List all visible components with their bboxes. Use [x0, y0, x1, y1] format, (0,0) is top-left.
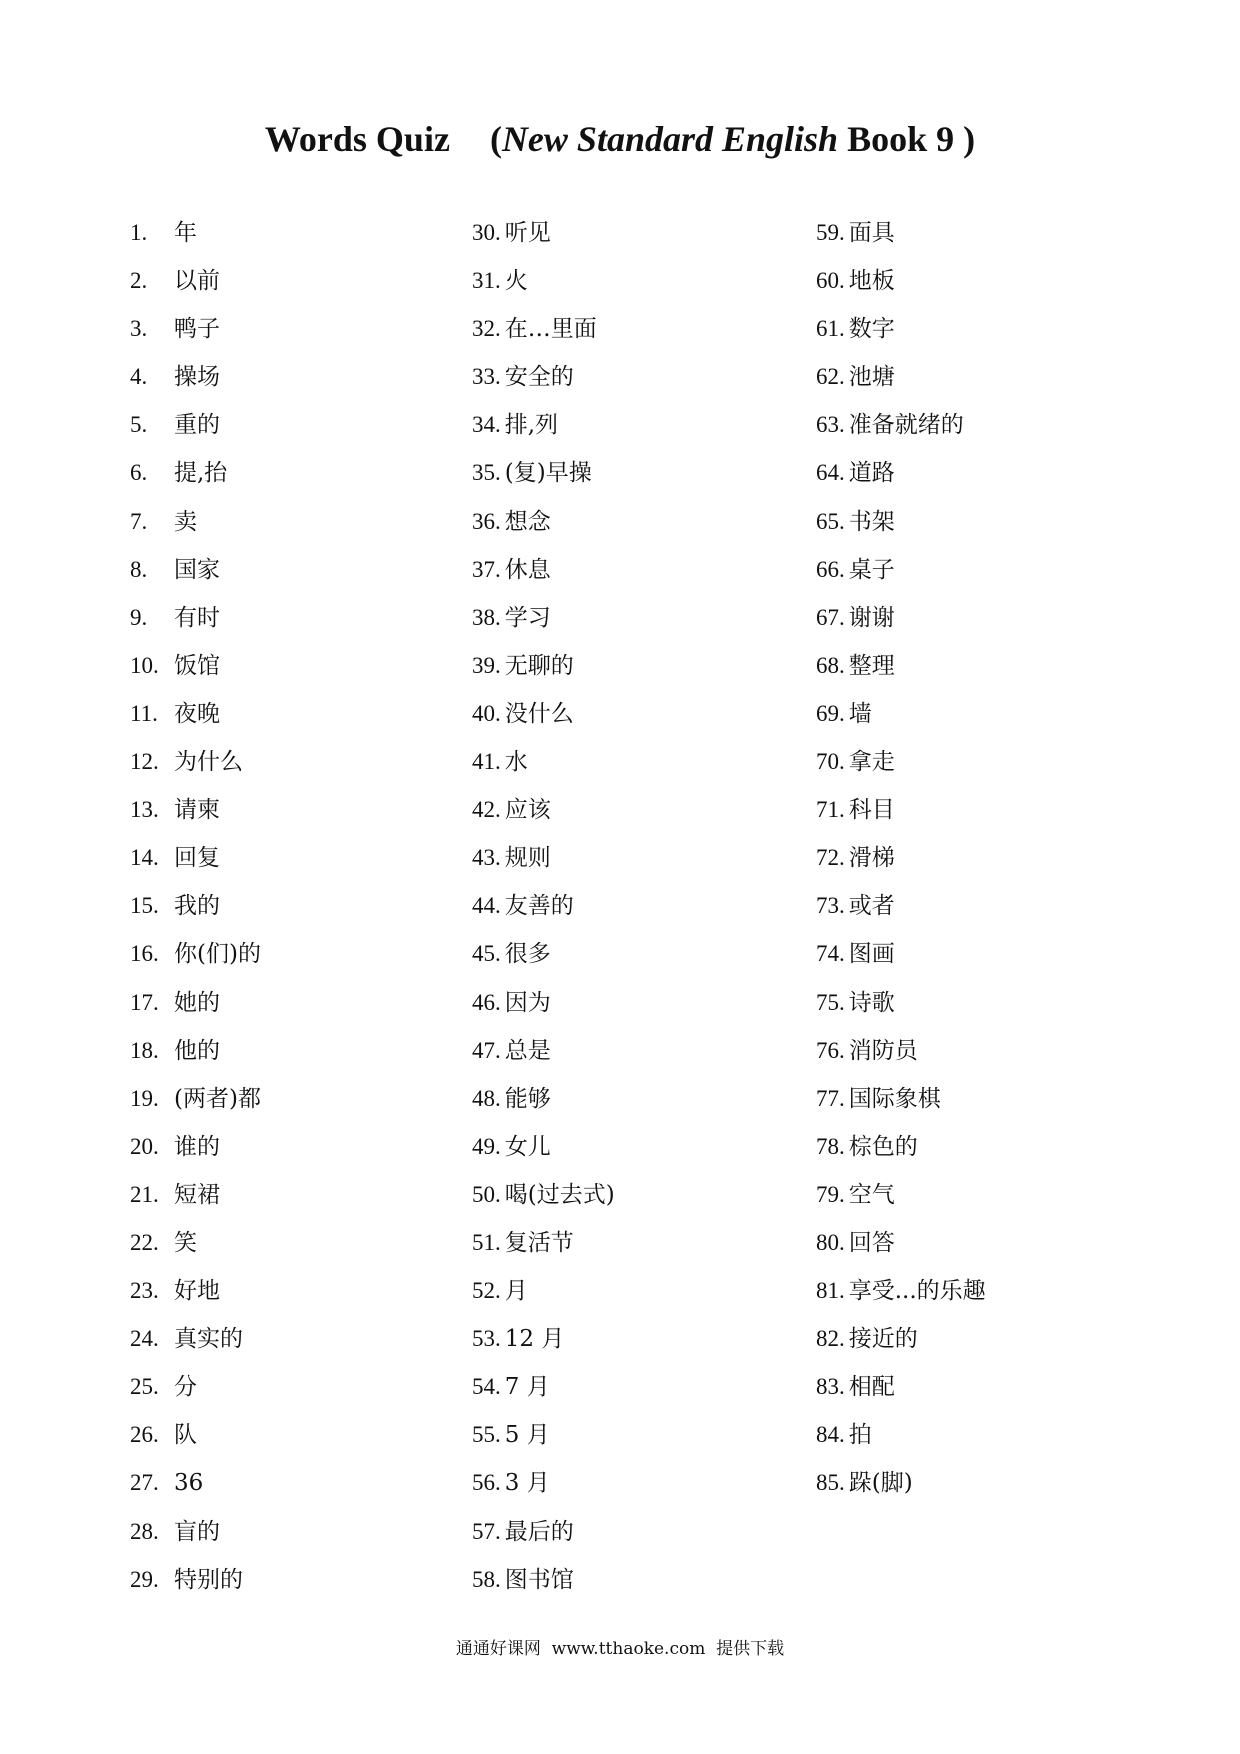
item-number: 82. — [816, 1326, 845, 1352]
list-item — [130, 1174, 261, 1222]
item-number: 1. — [130, 220, 148, 245]
item-number: 12. — [130, 749, 159, 775]
item-word: 想念 — [504, 508, 551, 535]
item-word: 饭馆 — [174, 652, 220, 679]
page-title — [0, 118, 1240, 160]
item-word: 以前 — [174, 268, 220, 295]
item-number: 28. — [130, 1518, 159, 1544]
item-word: 5 月 — [504, 1422, 550, 1449]
item-number: 39. — [472, 652, 501, 678]
item-word: 桌子 — [848, 556, 895, 583]
list-item — [816, 597, 986, 645]
item-number: 3. — [130, 316, 148, 342]
item-word: 请柬 — [174, 797, 220, 824]
item-number: 74. — [816, 941, 845, 967]
item-word: 整理 — [848, 652, 895, 679]
item-word: 为什么 — [174, 749, 243, 776]
item-word: 享受...的乐趣 — [848, 1278, 986, 1305]
list-item — [816, 452, 986, 500]
list-item — [130, 452, 261, 500]
item-word: 最后的 — [504, 1518, 574, 1545]
list-item — [816, 308, 986, 356]
item-word: 跺(脚) — [848, 1470, 913, 1497]
item-number: 23. — [130, 1278, 159, 1304]
item-number: 9. — [130, 604, 148, 630]
item-number: 60. — [816, 268, 845, 294]
item-word: 图书馆 — [504, 1566, 574, 1593]
list-item — [816, 212, 986, 260]
item-word: 池塘 — [848, 364, 895, 391]
item-number: 35. — [472, 460, 501, 486]
item-word: 应该 — [504, 797, 551, 824]
item-word: 短裙 — [174, 1181, 220, 1208]
list-item — [816, 645, 986, 693]
list-item — [816, 741, 986, 789]
list-item — [816, 1462, 986, 1510]
list-item — [130, 1511, 261, 1559]
title-book-number: Book 9 ) — [838, 119, 976, 159]
item-number: 36. — [472, 508, 501, 534]
item-word: 3 月 — [504, 1470, 550, 1497]
item-number: 14. — [130, 845, 159, 871]
item-number: 64. — [816, 460, 845, 486]
item-number: 27. — [130, 1470, 159, 1496]
item-word: 他的 — [174, 1037, 220, 1064]
list-item — [130, 1222, 261, 1270]
list-item — [472, 1511, 615, 1559]
item-number: 62. — [816, 364, 845, 390]
item-word: 准备就绪的 — [848, 412, 964, 439]
item-word: 我的 — [174, 893, 220, 920]
list-item — [816, 885, 986, 933]
item-number: 21. — [130, 1181, 159, 1207]
list-item — [472, 789, 615, 837]
item-word: 夜晚 — [174, 700, 220, 727]
item-number: 15. — [130, 893, 159, 919]
list-item — [130, 789, 261, 837]
item-number: 56. — [472, 1470, 501, 1496]
list-item — [816, 1366, 986, 1414]
list-item — [472, 404, 615, 452]
item-word: 重的 — [174, 412, 220, 439]
item-number: 76. — [816, 1037, 845, 1063]
list-item — [130, 356, 261, 404]
title-paren-open: ( — [489, 119, 502, 159]
footer-credit: 通通好课网 www.tthaoke.com 提供下载 — [455, 1639, 785, 1659]
list-item — [472, 1318, 615, 1366]
item-number: 38. — [472, 604, 501, 630]
list-item — [816, 1414, 986, 1462]
list-item — [130, 982, 261, 1030]
item-number: 30. — [472, 220, 501, 245]
list-item — [472, 1126, 615, 1174]
list-item — [130, 597, 261, 645]
item-word: 鸭子 — [174, 316, 220, 343]
item-number: 69. — [816, 700, 845, 726]
list-item — [130, 308, 261, 356]
list-item — [472, 1270, 615, 1318]
item-word: 月 — [504, 1278, 528, 1305]
list-item — [472, 741, 615, 789]
item-number: 84. — [816, 1422, 845, 1448]
item-number: 17. — [130, 989, 159, 1015]
item-number: 24. — [130, 1326, 159, 1352]
list-item — [130, 693, 261, 741]
list-item — [130, 1270, 261, 1318]
list-item — [130, 1126, 261, 1174]
item-number: 40. — [472, 700, 501, 726]
list-item — [472, 1462, 615, 1510]
item-number: 71. — [816, 797, 845, 823]
item-number: 67. — [816, 604, 845, 630]
item-word: 或者 — [848, 893, 895, 920]
item-word: 棕色的 — [848, 1133, 918, 1160]
item-number: 7. — [130, 508, 148, 534]
list-item — [130, 1414, 261, 1462]
list-item — [816, 1126, 986, 1174]
item-word: 女儿 — [504, 1133, 551, 1160]
item-word: 接近的 — [848, 1326, 918, 1353]
item-word: 真实的 — [174, 1326, 243, 1353]
list-item — [130, 885, 261, 933]
item-word: 数字 — [848, 316, 895, 343]
list-item — [472, 645, 615, 693]
list-item — [472, 212, 615, 260]
item-number: 8. — [130, 556, 148, 582]
item-word: 国家 — [174, 556, 220, 583]
item-number: 78. — [816, 1133, 845, 1159]
list-item — [472, 1078, 615, 1126]
list-item — [816, 404, 986, 452]
list-item — [816, 1030, 986, 1078]
item-number: 25. — [130, 1374, 159, 1400]
list-item — [472, 982, 615, 1030]
list-item — [472, 1366, 615, 1414]
list-item — [130, 645, 261, 693]
item-number: 45. — [472, 941, 501, 967]
item-number: 50. — [472, 1181, 501, 1207]
item-word: 滑梯 — [848, 845, 895, 872]
item-word: 回复 — [174, 845, 220, 872]
item-word: 没什么 — [504, 700, 574, 727]
list-item — [472, 549, 615, 597]
list-item — [472, 1559, 615, 1607]
list-item — [130, 404, 261, 452]
item-number: 54. — [472, 1374, 501, 1400]
item-number: 72. — [816, 845, 845, 871]
list-item — [816, 1270, 986, 1318]
item-word: (复)早操 — [504, 460, 592, 487]
item-number: 10. — [130, 652, 159, 678]
list-item — [130, 549, 261, 597]
item-word: 在…里面 — [504, 316, 597, 343]
item-word: 无聊的 — [504, 652, 574, 679]
item-word: 有时 — [174, 604, 220, 631]
list-item — [130, 212, 261, 260]
list-item — [130, 501, 261, 549]
item-word: 盲的 — [174, 1518, 220, 1545]
item-number: 58. — [472, 1566, 501, 1592]
item-word: 好地 — [174, 1278, 220, 1305]
item-number: 11. — [130, 700, 158, 726]
list-item — [472, 885, 615, 933]
item-word: 笑 — [174, 1229, 197, 1256]
item-number: 66. — [816, 556, 845, 582]
item-word: 休息 — [504, 556, 551, 583]
word-column-1 — [130, 212, 261, 1607]
item-word: 面具 — [848, 220, 895, 246]
item-number: 32. — [472, 316, 501, 342]
item-word: 规则 — [504, 845, 551, 872]
list-item — [130, 1030, 261, 1078]
item-number: 48. — [472, 1085, 501, 1111]
list-item — [816, 1222, 986, 1270]
list-item — [130, 1318, 261, 1366]
item-word: 诗歌 — [848, 989, 895, 1016]
item-word: 能够 — [504, 1085, 551, 1112]
item-word: 地板 — [848, 268, 895, 295]
item-word: 特别的 — [174, 1566, 243, 1593]
item-number: 46. — [472, 989, 501, 1015]
item-number: 41. — [472, 749, 501, 775]
item-number: 13. — [130, 797, 159, 823]
item-word: 科目 — [848, 797, 895, 824]
item-number: 16. — [130, 941, 159, 967]
item-word: 分 — [174, 1374, 197, 1401]
item-number: 85. — [816, 1470, 845, 1496]
item-word: 7 月 — [504, 1374, 550, 1401]
list-item — [472, 1414, 615, 1462]
list-item — [816, 501, 986, 549]
item-number: 47. — [472, 1037, 501, 1063]
item-word: 队 — [174, 1422, 197, 1449]
item-word: 你(们)的 — [174, 941, 261, 968]
item-number: 73. — [816, 893, 845, 919]
list-item — [472, 1030, 615, 1078]
item-word: 图画 — [848, 941, 895, 968]
list-item — [816, 693, 986, 741]
item-number: 2. — [130, 268, 148, 294]
item-number: 77. — [816, 1085, 845, 1111]
item-word: 操场 — [174, 364, 220, 391]
list-item — [130, 933, 261, 981]
item-word: 道路 — [848, 460, 895, 487]
item-number: 51. — [472, 1229, 501, 1255]
list-item — [472, 693, 615, 741]
item-word: 友善的 — [504, 893, 574, 920]
item-word: 谢谢 — [848, 604, 895, 631]
item-number: 5. — [130, 412, 148, 438]
item-word: 水 — [504, 749, 528, 776]
item-number: 6. — [130, 460, 148, 486]
item-word: 拿走 — [848, 749, 895, 776]
item-number: 81. — [816, 1278, 845, 1304]
list-item — [130, 1366, 261, 1414]
item-word: 喝(过去式) — [504, 1181, 615, 1208]
item-number: 83. — [816, 1374, 845, 1400]
item-word: 复活节 — [504, 1229, 574, 1256]
item-word: 国际象棋 — [848, 1085, 941, 1112]
item-word: 相配 — [848, 1374, 895, 1401]
item-word: 36 — [174, 1470, 204, 1497]
item-number: 59. — [816, 220, 845, 245]
item-word: 墙 — [848, 700, 872, 727]
item-number: 79. — [816, 1181, 845, 1207]
list-item — [816, 982, 986, 1030]
item-word: 回答 — [848, 1229, 895, 1256]
item-word: 安全的 — [504, 364, 574, 391]
item-number: 19. — [130, 1085, 159, 1111]
list-item — [472, 356, 615, 404]
list-item — [816, 1318, 986, 1366]
item-word: 学习 — [504, 604, 551, 631]
list-item — [816, 356, 986, 404]
item-word: 卖 — [174, 508, 197, 535]
list-item — [472, 1222, 615, 1270]
item-number: 37. — [472, 556, 501, 582]
list-item — [472, 933, 615, 981]
item-word: 总是 — [504, 1037, 551, 1064]
list-item — [472, 260, 615, 308]
item-number: 52. — [472, 1278, 501, 1304]
item-number: 75. — [816, 989, 845, 1015]
item-number: 18. — [130, 1037, 159, 1063]
list-item — [130, 741, 261, 789]
item-number: 49. — [472, 1133, 501, 1159]
item-number: 33. — [472, 364, 501, 390]
item-word: 她的 — [174, 989, 220, 1016]
item-word: 火 — [504, 268, 528, 295]
item-number: 42. — [472, 797, 501, 823]
list-item — [816, 549, 986, 597]
item-number: 80. — [816, 1229, 845, 1255]
list-item — [130, 837, 261, 885]
list-item — [816, 260, 986, 308]
item-word: 书架 — [848, 508, 895, 535]
item-number: 22. — [130, 1229, 159, 1255]
item-number: 31. — [472, 268, 501, 294]
item-word: 听见 — [504, 220, 551, 246]
item-word: 消防员 — [848, 1037, 918, 1064]
list-item — [472, 452, 615, 500]
item-number: 29. — [130, 1566, 159, 1592]
list-item — [130, 1559, 261, 1607]
list-item — [472, 597, 615, 645]
item-number: 4. — [130, 364, 148, 390]
item-number: 61. — [816, 316, 845, 342]
list-item — [816, 1078, 986, 1126]
list-item — [472, 837, 615, 885]
list-item — [130, 260, 261, 308]
item-word: 很多 — [504, 941, 551, 968]
item-number: 63. — [816, 412, 845, 438]
item-number: 57. — [472, 1518, 501, 1544]
item-number: 26. — [130, 1422, 159, 1448]
list-item — [816, 1174, 986, 1222]
list-item — [816, 933, 986, 981]
item-number: 53. — [472, 1326, 501, 1352]
list-item — [130, 1078, 261, 1126]
item-word: 拍 — [848, 1422, 872, 1449]
item-number: 20. — [130, 1133, 159, 1159]
item-number: 34. — [472, 412, 501, 438]
list-item — [472, 308, 615, 356]
list-item — [472, 501, 615, 549]
list-item — [472, 1174, 615, 1222]
item-word: 因为 — [504, 989, 551, 1016]
item-word: 谁的 — [174, 1133, 220, 1160]
item-word: 空气 — [848, 1181, 895, 1208]
item-word: 提,抬 — [174, 460, 228, 487]
item-word: (两者)都 — [174, 1085, 261, 1112]
title-main: Words Quiz — [264, 119, 450, 159]
item-number: 44. — [472, 893, 501, 919]
item-number: 68. — [816, 652, 845, 678]
list-item — [816, 789, 986, 837]
item-word: 年 — [174, 220, 197, 246]
word-column-3 — [816, 212, 986, 1511]
item-number: 65. — [816, 508, 845, 534]
item-number: 55. — [472, 1422, 501, 1448]
list-item — [130, 1462, 261, 1510]
item-number: 43. — [472, 845, 501, 871]
word-column-2 — [472, 212, 615, 1607]
item-word: 12 月 — [504, 1326, 565, 1353]
item-number: 70. — [816, 749, 845, 775]
list-item — [816, 837, 986, 885]
title-book-name: New Standard English — [501, 119, 839, 159]
item-word: 排,列 — [504, 412, 559, 439]
